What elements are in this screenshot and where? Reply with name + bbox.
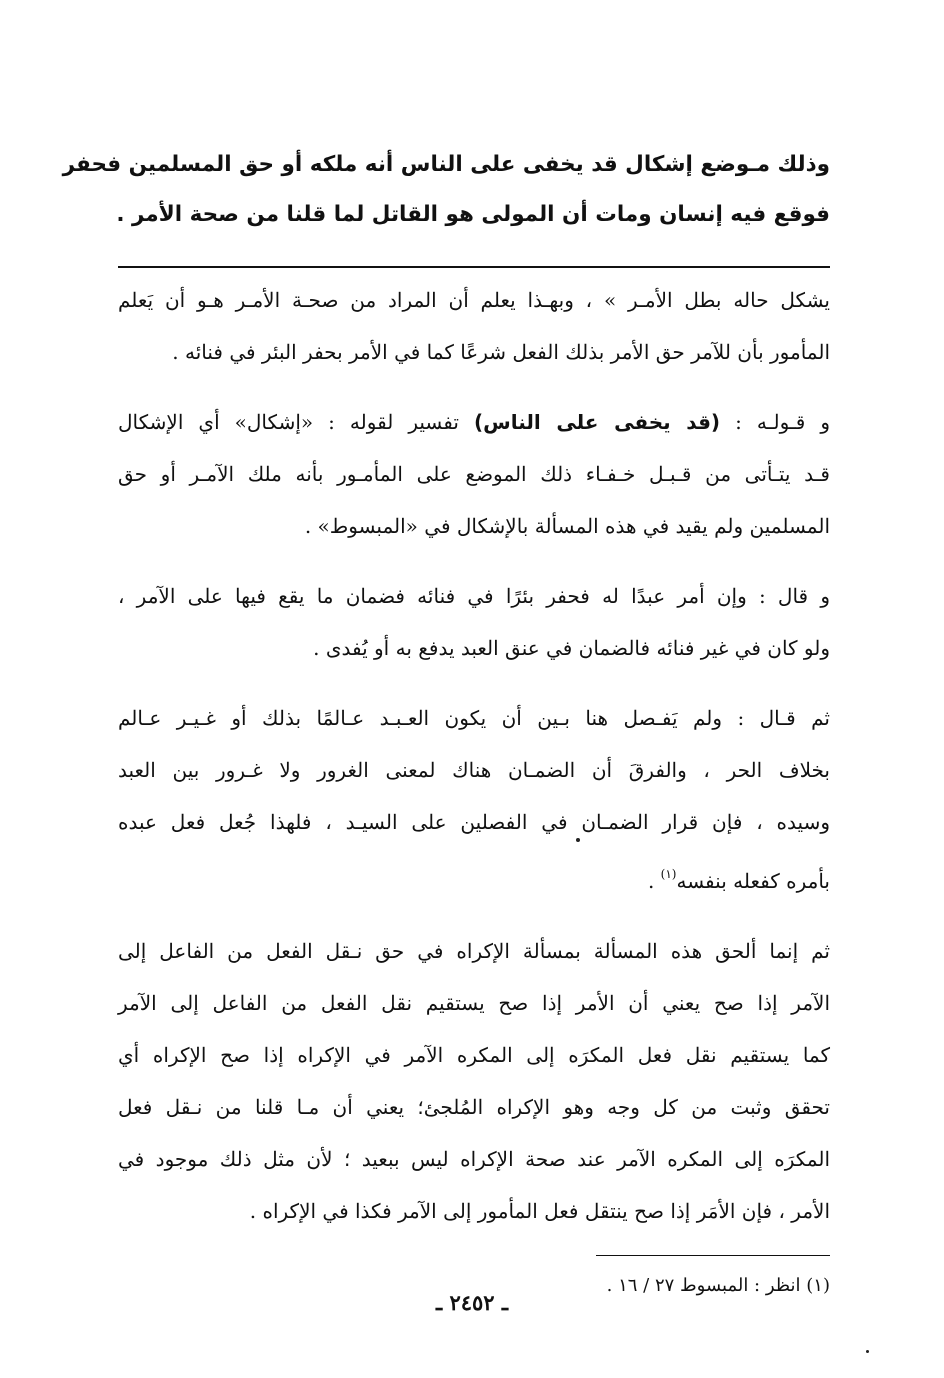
- commentary-paragraph-1: [118, 274, 830, 378]
- commentary-line: ثم قـال : ولم يَفـصل هنا بـين أن يكون العـبـد عـالمًا بذلك أو غـيـر عـالم: [118, 706, 830, 730]
- commentary-line: الآمر إذا صح يعني أن الأمر إذا صح يستقيم نقل الفعل من الفاعل إلى الآمر: [118, 991, 830, 1015]
- commentary-line-rest: تفسير لقوله : «إشكال» أي الإشكال: [118, 410, 459, 434]
- footnote-divider: [596, 1255, 830, 1256]
- commentary-line: ولو كان في غير فنائه فالضمان في عنق العبد يدفع به أو يُفدى .: [313, 636, 830, 660]
- commentary-line: قـد يتـأتى من قـبـل خـفـاء ذلك الموضع على المأمـور بأنه ملك الآمـر أو حق: [118, 462, 830, 486]
- commentary-line-prefix: و قـولـه :: [735, 410, 831, 434]
- commentary-line: ثم إنما ألحق هذه المسألة بمسألة الإكراه في حق نـقل الفعل من الفاعل إلى: [118, 939, 830, 963]
- commentary-line: المسلمين ولم يقيد في هذه المسألة بالإشكال في «المبسوط» .: [304, 514, 830, 538]
- main-divider: [118, 266, 830, 268]
- commentary: [118, 274, 830, 1237]
- commentary-paragraph-5: [118, 925, 830, 1237]
- main-text-line: فوقع فيه إنسان ومات أن المولى هو القاتل لما قلنا من صحة الأمر .: [116, 202, 830, 227]
- commentary-line: يشكل حاله بطل الأمـر » ، وبهـذا يعلم أن المراد من صحـة الأمـر هـو أن يَعلم: [118, 288, 830, 312]
- commentary-paragraph-3: [118, 570, 830, 674]
- commentary-line: بخلاف الحر ، والفرقَ أن الضمـان هناك لمعنى الغرور ولا غـرور بين العبد: [118, 758, 830, 782]
- commentary-line: [118, 848, 830, 907]
- commentary-line: كما يستقيم نقل فعل المكرَه إلى المكره الآمر في الإكراه إذا صح الإكراه أي: [118, 1043, 830, 1067]
- main-text: [62, 140, 830, 240]
- page-number: ـ ٢٤٥٢ ـ: [435, 1290, 509, 1315]
- footnote-reference[interactable]: (١): [660, 867, 677, 881]
- commentary-line: [118, 396, 830, 448]
- main-text-line: وذلك مـوضع إشكال قد يخفى على الناس أنه ملكه أو حق المسلمين فحفر: [62, 152, 830, 177]
- commentary-line: الأمر ، فإن الأمَر إذا صح ينتقل فعل المأمور إلى الآمر فكذا في الإكراه .: [249, 1199, 830, 1223]
- commentary-paragraph-2: [118, 396, 830, 552]
- page-body: [62, 140, 831, 1340]
- commentary-paragraph-4: [118, 692, 830, 907]
- commentary-line: تحقق وثبت من كل وجه وهو الإكراه المُلجئ؛ يعني أن مـا قلنا من نـقل فعل: [118, 1095, 830, 1119]
- commentary-line-end: .: [647, 869, 661, 893]
- commentary-line: المكرَه إلى المكره الآمر عند صحة الإكراه ليس ببعيد ؛ لأن مثل ذلك موجود في: [118, 1147, 830, 1171]
- footnote: (١) انظر : المبسوط ٢٧ / ١٦ .: [606, 1275, 830, 1296]
- commentary-line: وسيده ، فإن قرار الضمـان في الفصلين على السيـد ، فلهذا جُعل فعل عبده: [118, 810, 830, 834]
- commentary-line: المأمور بأن للآمر حق الأمر بذلك الفعل شرعًا كما في الأمر بحفر البئر في فنائه .: [172, 340, 830, 364]
- commentary-line-text: بأمره كفعله بنفسه: [676, 869, 830, 893]
- ink-speck: [866, 1350, 869, 1353]
- commentary-line: و قال : وإن أمر عبدًا له فحفر بئرًا في فنائه فضمان ما يقع فيها على الآمر ،: [118, 584, 830, 608]
- quoted-matn: (قد يخفى على الناس): [473, 410, 721, 434]
- ink-speck: [576, 838, 580, 842]
